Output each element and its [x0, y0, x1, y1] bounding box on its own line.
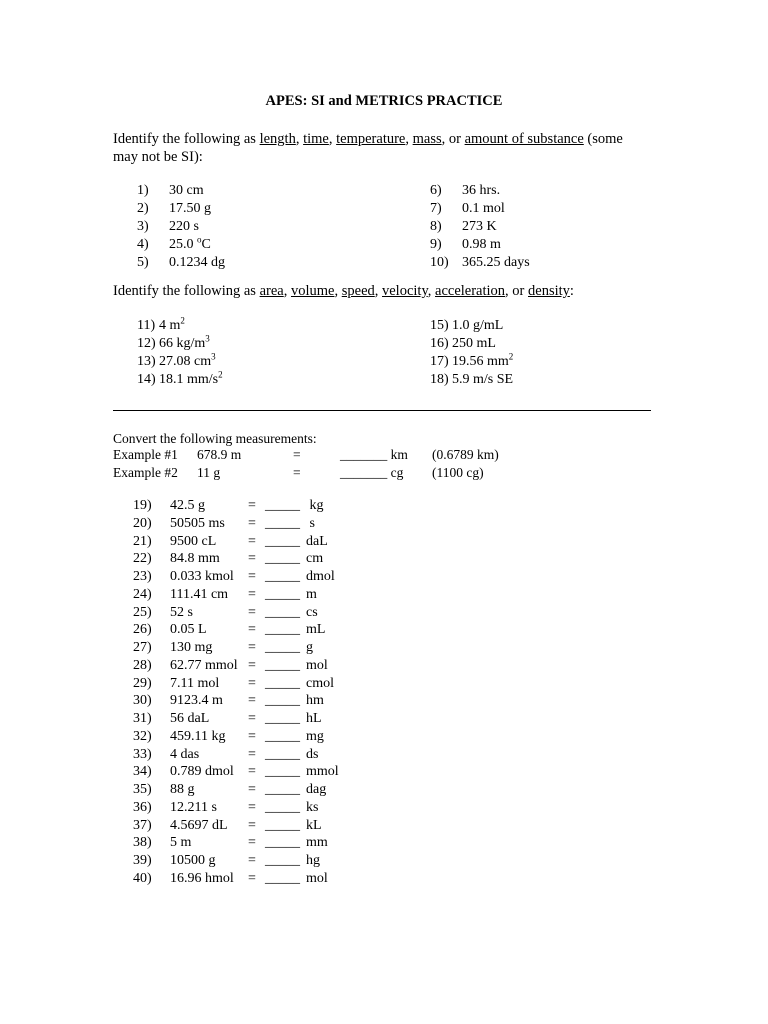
item-value: 9500 cL: [170, 533, 217, 549]
item-number: 22): [133, 551, 152, 567]
item-number: 32): [133, 728, 152, 744]
part1-right-list: [430, 182, 530, 272]
item-number: 35): [133, 782, 152, 797]
equals-sign: =: [248, 533, 256, 549]
item-value: 4 das: [170, 746, 200, 762]
item-unit: ds: [306, 746, 319, 762]
answer-blank: _____: [265, 551, 300, 567]
convert-heading: Convert the following measurements:: [113, 431, 317, 446]
convert-examples: [0, 446, 768, 486]
answer-blank: _____: [265, 693, 300, 709]
divider-line: [113, 410, 651, 411]
instructions-part1: Identify the following as length, time, temperature, mass, or amount of substance (some: [113, 131, 623, 147]
item-number: 26): [133, 622, 152, 638]
term-volume: volume: [290, 283, 335, 299]
page-title: APES: SI and METRICS PRACTICE: [265, 93, 503, 109]
item-number: 20): [133, 515, 152, 531]
item-value: 12.211 s: [170, 799, 217, 815]
item-value: 5 m: [170, 835, 192, 851]
item-value: 16.96 hmol: [170, 870, 234, 886]
equals-sign: =: [248, 835, 256, 851]
list-item: 10) 365.25 days: [430, 255, 530, 270]
item-unit: mol: [306, 657, 328, 673]
answer-blank: _____: [265, 586, 300, 602]
example-label: Example #2: [113, 465, 178, 480]
term-area: area: [259, 283, 284, 299]
item-number: 28): [133, 657, 152, 673]
item-unit: cmol: [306, 675, 334, 691]
item-number: 27): [133, 640, 152, 655]
item-value: 62.77 mmol: [170, 657, 238, 673]
item-unit: g: [306, 640, 313, 655]
item-unit: kg: [306, 498, 324, 513]
instruction-text: (some: [583, 131, 623, 147]
list-item: 12) 66 $kg/m^3$: [137, 333, 210, 351]
item-number: 34): [133, 764, 152, 780]
term-speed: speed: [341, 283, 375, 299]
item-unit: m: [306, 586, 317, 602]
item-unit: ks: [306, 799, 319, 815]
answer-blank: _____: [265, 728, 300, 744]
list-item: 17) 19.56 $mm^2$: [430, 351, 514, 369]
equals-sign: =: [248, 870, 256, 886]
answer-blank: _____: [265, 498, 300, 513]
example-blank: _______ cg: [340, 465, 404, 480]
equals-sign: =: [248, 853, 256, 868]
term-velocity: velocity: [382, 283, 428, 299]
term-acceleration: acceleration: [435, 283, 506, 299]
item-unit: hL: [306, 711, 322, 726]
part1-left-list: [137, 182, 225, 272]
example-blank: _______ km: [340, 447, 408, 462]
answer-blank: _____: [265, 622, 300, 638]
list-item: 6) 36 hrs.: [430, 183, 501, 198]
item-unit: cm: [306, 551, 324, 567]
equals-sign: =: [248, 640, 256, 655]
term-amount-of-substance: amount of substance: [464, 131, 584, 147]
item-unit: daL: [306, 533, 328, 549]
item-value: 0.05 L: [170, 622, 207, 638]
item-value: 42.5 g: [170, 498, 205, 513]
item-value: 52 s: [170, 604, 193, 620]
list-item: 7) 0.1 mol: [430, 201, 505, 216]
item-number: 40): [133, 870, 152, 886]
list-item: 1) 30 cm: [137, 183, 204, 198]
term-length: length: [259, 131, 296, 147]
instruction-text: Identify the following as: [113, 131, 260, 147]
instructions-part1-line2: may not be SI):: [113, 149, 203, 165]
part2-right-list: [430, 317, 513, 389]
item-value: 10500 g: [170, 853, 216, 868]
answer-blank: _____: [265, 764, 300, 780]
item-value: 50505 ms: [170, 515, 225, 531]
item-unit: s: [306, 515, 315, 531]
equals-sign: =: [248, 817, 256, 833]
list-item: 8) 273 K: [430, 219, 497, 234]
item-unit: mg: [306, 728, 324, 744]
list-item: 3) 220 s: [137, 219, 199, 234]
instruction-text: Identify the following as: [113, 283, 260, 299]
item-unit: mL: [306, 622, 326, 638]
item-number: 37): [133, 817, 152, 833]
item-value: 4.5697 dL: [170, 817, 228, 833]
item-unit: mm: [306, 835, 328, 851]
item-number: 25): [133, 604, 152, 620]
item-number: 24): [133, 586, 152, 602]
equals-sign: =: [248, 515, 256, 531]
equals-sign: =: [248, 551, 256, 567]
item-value: 0.789 dmol: [170, 764, 234, 780]
answer-blank: _____: [265, 870, 300, 886]
equals-sign: =: [248, 569, 256, 584]
term-mass: mass: [412, 131, 442, 147]
example-answer: (1100 cg): [432, 465, 484, 480]
list-item: 11) 4 $m^2$: [137, 315, 185, 333]
answer-blank: _____: [265, 675, 300, 691]
equals-sign: =: [248, 728, 256, 744]
equals-sign: =: [293, 447, 301, 462]
item-unit: mmol: [306, 764, 339, 780]
item-value: 56 daL: [170, 711, 210, 726]
list-item: 14) 18.1 $mm/s^2$: [137, 369, 223, 387]
item-number: 39): [133, 853, 152, 868]
item-value: 0.033 kmol: [170, 569, 234, 584]
item-number: 38): [133, 835, 152, 851]
term-time: time: [303, 131, 329, 147]
item-value: 7.11 mol: [170, 675, 220, 691]
conversion-list: [0, 497, 768, 897]
item-value: 88 g: [170, 782, 195, 797]
equals-sign: =: [248, 746, 256, 762]
item-number: 31): [133, 711, 152, 726]
answer-blank: _____: [265, 515, 300, 531]
item-value: 459.11 kg: [170, 728, 226, 744]
equals-sign: =: [248, 586, 256, 602]
item-value: 84.8 mm: [170, 551, 220, 567]
item-unit: cs: [306, 604, 318, 620]
item-number: 33): [133, 746, 152, 762]
item-unit: dmol: [306, 569, 335, 584]
answer-blank: _____: [265, 746, 300, 762]
list-item: 5) 0.1234 dg: [137, 255, 225, 270]
answer-blank: _____: [265, 853, 300, 868]
item-unit: kL: [306, 817, 322, 833]
equals-sign: =: [293, 465, 301, 480]
equals-sign: =: [248, 498, 256, 513]
list-item: 9) 0.98 m: [430, 237, 501, 252]
example-answer: (0.6789 km): [432, 447, 499, 462]
list-item: 16) 250 mL: [430, 336, 496, 351]
term-temperature: temperature: [336, 131, 406, 147]
answer-blank: _____: [265, 835, 300, 851]
list-item: 15) 1.0 g/mL: [430, 318, 504, 333]
item-unit: dag: [306, 782, 327, 797]
example-value: 11 g: [197, 465, 221, 480]
item-number: 36): [133, 799, 152, 815]
equals-sign: =: [248, 693, 256, 709]
equals-sign: =: [248, 604, 256, 620]
equals-sign: =: [248, 764, 256, 780]
item-unit: hm: [306, 693, 324, 709]
answer-blank: _____: [265, 604, 300, 620]
example-value: 678.9 m: [197, 447, 242, 462]
item-value: 130 mg: [170, 640, 213, 655]
equals-sign: =: [248, 711, 256, 726]
answer-blank: _____: [265, 799, 300, 815]
item-number: 21): [133, 533, 152, 549]
part2-left-list: [137, 317, 223, 389]
answer-blank: _____: [265, 711, 300, 726]
term-density: density: [528, 283, 570, 299]
item-number: 30): [133, 693, 152, 709]
answer-blank: _____: [265, 817, 300, 833]
equals-sign: =: [248, 657, 256, 673]
list-item: 4) 25.0 $^o$C: [137, 234, 211, 252]
equals-sign: =: [248, 675, 256, 691]
item-value: 111.41 cm: [170, 586, 229, 602]
item-unit: hg: [306, 853, 320, 868]
instructions-part2: Identify the following as area, volume, speed, velocity, acceleration, or density:: [113, 283, 574, 299]
answer-blank: _____: [265, 569, 300, 584]
item-number: 19): [133, 498, 152, 513]
item-unit: mol: [306, 870, 328, 886]
equals-sign: =: [248, 622, 256, 638]
example-label: Example #1: [113, 447, 178, 462]
equals-sign: =: [248, 799, 256, 815]
answer-blank: _____: [265, 533, 300, 549]
item-number: 29): [133, 675, 152, 691]
item-value: 9123.4 m: [170, 693, 223, 709]
item-number: 23): [133, 569, 152, 584]
list-item: 2) 17.50 g: [137, 201, 211, 216]
answer-blank: _____: [265, 640, 300, 655]
answer-blank: _____: [265, 782, 300, 797]
list-item: 13) 27.08 $cm^3$: [137, 351, 216, 369]
answer-blank: _____: [265, 657, 300, 673]
equals-sign: =: [248, 782, 256, 797]
list-item: 18) 5.9 m/s SE: [430, 372, 514, 387]
